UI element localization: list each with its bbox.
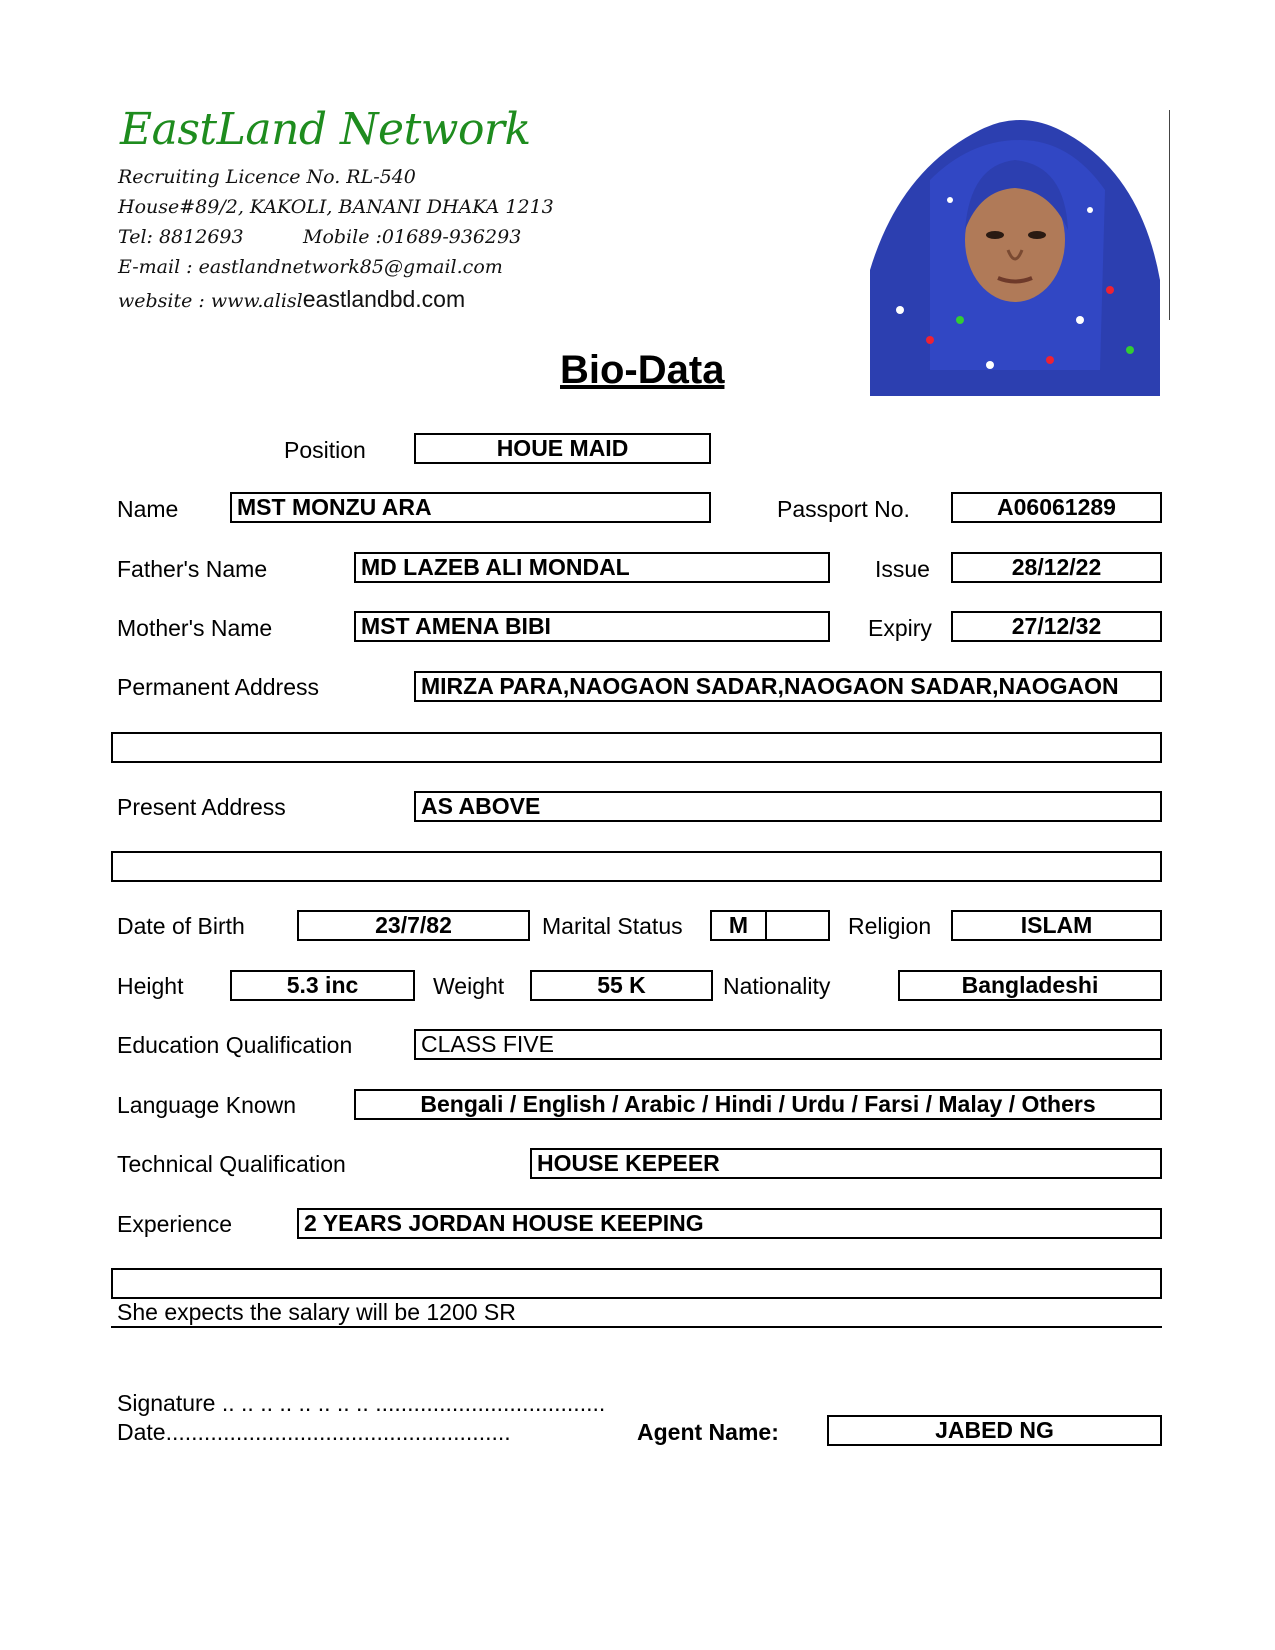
permanent-address-label: Permanent Address xyxy=(117,674,320,700)
education-label: Education Qualification xyxy=(117,1032,353,1058)
nationality-field[interactable]: Bangladeshi xyxy=(898,970,1162,1001)
page-title: Bio-Data xyxy=(560,348,725,392)
company-name: EastLand Network xyxy=(120,104,531,155)
passport-label: Passport No. xyxy=(777,496,910,522)
company-mobile: Mobile :01689-936293 xyxy=(303,226,522,248)
father-label: Father's Name xyxy=(117,556,268,582)
religion-field[interactable]: ISLAM xyxy=(951,910,1162,941)
marital-field[interactable]: M xyxy=(710,910,767,941)
name-field[interactable]: MST MONZU ARA xyxy=(230,492,711,523)
mother-label: Mother's Name xyxy=(117,615,273,641)
height-label: Height xyxy=(117,973,184,999)
passport-field[interactable]: A06061289 xyxy=(951,492,1162,523)
expiry-field[interactable]: 27/12/32 xyxy=(951,611,1162,642)
licence-text: Recruiting Licence No. RL-540 xyxy=(118,166,416,188)
present-address-label: Present Address xyxy=(117,794,286,820)
religion-label: Religion xyxy=(848,913,932,939)
salary-note: She expects the salary will be 1200 SR xyxy=(117,1299,516,1325)
permanent-address-line2[interactable] xyxy=(111,732,1162,763)
company-email: E-mail : eastlandnetwork85@gmail.com xyxy=(118,256,503,278)
father-field[interactable]: MD LAZEB ALI MONDAL xyxy=(354,552,830,583)
company-tel: Tel: 8812693 xyxy=(118,226,244,248)
photo-border-line xyxy=(1169,110,1170,320)
position-field[interactable]: HOUE MAID xyxy=(414,433,711,464)
permanent-address-field[interactable]: MIRZA PARA,NAOGAON SADAR,NAOGAON SADAR,NAOGAON xyxy=(414,671,1162,702)
position-label: Position xyxy=(284,437,366,463)
present-address-field[interactable]: AS ABOVE xyxy=(414,791,1162,822)
nationality-label: Nationality xyxy=(723,973,831,999)
experience-field[interactable]: 2 YEARS JORDAN HOUSE KEEPING xyxy=(297,1208,1162,1239)
issue-label: Issue xyxy=(875,556,930,582)
website-suffix: eastlandbd.com xyxy=(302,286,466,312)
company-website xyxy=(118,286,465,313)
experience-line2[interactable] xyxy=(111,1268,1162,1299)
name-label: Name xyxy=(117,496,179,522)
height-field[interactable]: 5.3 inc xyxy=(230,970,415,1001)
date-line: Date...................................................... xyxy=(117,1419,511,1445)
technical-field[interactable]: HOUSE KEPEER xyxy=(530,1148,1162,1179)
dob-label: Date of Birth xyxy=(117,913,245,939)
present-address-line2[interactable] xyxy=(111,851,1162,882)
dob-field[interactable]: 23/7/82 xyxy=(297,910,530,941)
issue-field[interactable]: 28/12/22 xyxy=(951,552,1162,583)
applicant-photo xyxy=(870,110,1160,396)
technical-label: Technical Qualification xyxy=(117,1151,346,1177)
photo-image xyxy=(870,110,1160,396)
experience-label: Experience xyxy=(117,1211,233,1237)
company-address: House#89/2, KAKOLI, BANANI DHAKA 1213 xyxy=(118,196,554,218)
agent-name-label: Agent Name: xyxy=(637,1419,779,1445)
weight-label: Weight xyxy=(433,973,505,999)
language-label: Language Known xyxy=(117,1092,297,1118)
mother-field[interactable]: MST AMENA BIBI xyxy=(354,611,830,642)
marital-label: Marital Status xyxy=(542,913,683,939)
website-prefix: website : www.alisl xyxy=(118,290,303,312)
agent-name-field[interactable]: JABED NG xyxy=(827,1415,1162,1446)
expiry-label: Expiry xyxy=(868,615,932,641)
weight-field[interactable]: 55 K xyxy=(530,970,713,1001)
salary-underline xyxy=(111,1326,1162,1328)
education-field[interactable]: CLASS FIVE xyxy=(414,1029,1162,1060)
language-field[interactable]: Bengali / English / Arabic / Hindi / Urdu / Farsi / Malay / Others xyxy=(354,1089,1162,1120)
marital-field-2[interactable] xyxy=(765,910,830,941)
signature-line: Signature .. .. .. .. .. .. .. .. .................................... xyxy=(117,1390,606,1416)
